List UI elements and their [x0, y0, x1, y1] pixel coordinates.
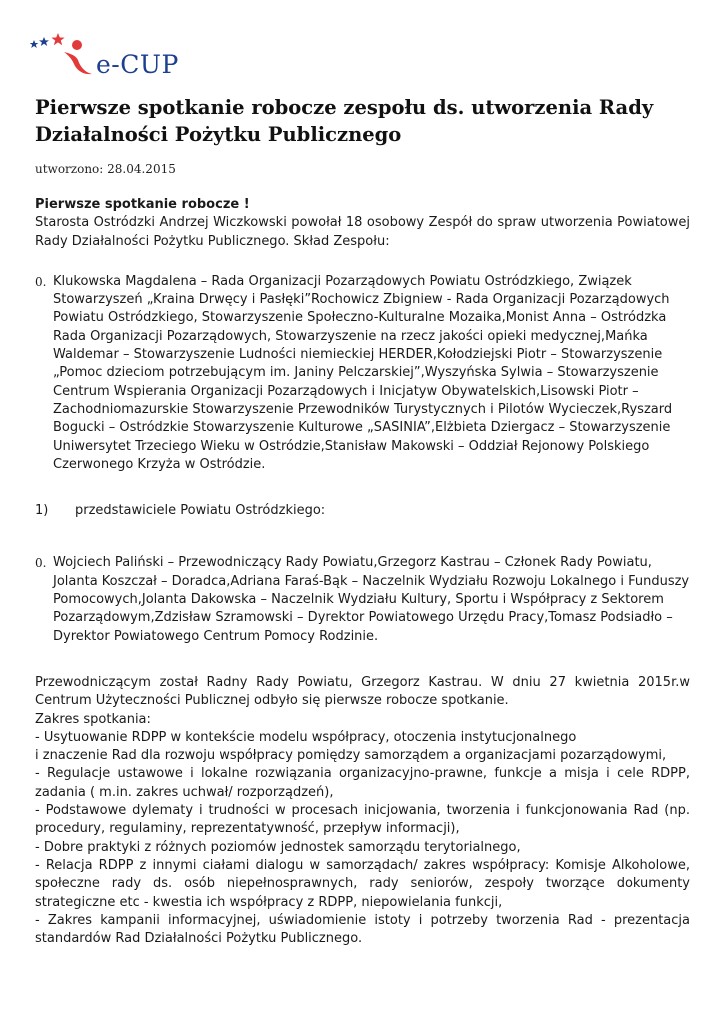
- team-members-text: Klukowska Magdalena – Rada Organizacji Pozarządowych Powiatu Ostródzkiego, Związek Stowarzyszeń „Kraina Drwęcy i Pasłęki”Rochowicz Zbigniew - Rada Organizacji Pozarządowych Powiatu Ostródzkiego, Stowarzyszenie Społeczno-Kulturalne Mozaika,Monist Anna – Ostródzka Rada Organizacji Pozarządowych, Stowarzyszenie na rzecz jakości opieki medycznej,Mańka Waldemar – Stowarzyszenie Ludności niemieckiej HERDER,Kołodziejski Piotr – Stowarzyszenie „Pomoc dzieciom potrzebującym im. Janiny Pelczarskiej”,Wyszyńska Sylwia – Stowarzyszenie Centrum Wspierania Organizacji Pozarządowych i Inicjatyw Obywatelskich,Lisowski Piotr – Zachodniomazurskie Stowarzyszenie Przewodników Turystycznych i Pilotów Wycieczek,Ryszard Bogucki – Ostródzkie Stowarzyszenie Kulturowe „SASINIA”,Elżbieta Dziergacz – Stowarzyszenie Uniwersytet Trzeciego Wieku w Ostródzie,Stanisław Makowski – Oddział Rejonowy Polskiego Czerwonego Krzyża w Ostródzie.: [53, 273, 673, 472]
- county-representatives-list: [35, 554, 690, 645]
- list-number: 0.: [35, 556, 47, 571]
- star-icon: [30, 40, 38, 48]
- star-icon: [39, 37, 49, 46]
- scope-item: - Relacja RDPP z innymi ciałami dialogu w samorządach/ zakres współpracy: Komisje Alkoholowe, społeczne rady ds. osób niepełnosprawnych, rady seniorów, zespoły tworzące dokumenty strategiczne etc - kwestia ich współpracy z RDPP, niepowielania funkcji,: [35, 857, 690, 910]
- scope-item: - Dobre praktyki z różnych poziomów jednostek samorządu terytorialnego,: [35, 839, 521, 855]
- article-body: [35, 196, 690, 948]
- ecup-logo-icon: [30, 28, 100, 84]
- scope-heading: Zakres spotkania:: [35, 711, 151, 727]
- logo-text: e-CUP: [96, 50, 179, 79]
- county-representatives-text: Wojciech Paliński – Przewodniczący Rady Powiatu,Grzegorz Kastrau – Członek Rady Powiatu, Jolanta Koszczał – Doradca,Adriana Faraś-Bąk – Naczelnik Wydziału Rozwoju Lokalnego i Funduszy Pomocowych,Jolanta Dakowska – Naczelnik Wydziału Kultury, Sportu i Współpracy z Sektorem Pozarządowym,Zdzisław Szramowski – Dyrektor Powiatowego Urzędu Pracy,Tomasz Podsiadło – Dyrektor Powiatowego Centrum Pomocy Rodzinie.: [53, 555, 690, 644]
- section-number: 1): [35, 503, 49, 519]
- created-date: utworzono: 28.04.2015: [35, 162, 176, 176]
- star-icon: [51, 33, 64, 45]
- section-label: przedstawiciele Powiatu Ostródzkiego:: [75, 503, 326, 519]
- figure-head-icon: [72, 40, 82, 50]
- scope-item: - Zakres kampanii informacyjnej, uświadomienie istoty i potrzeby tworzenia Rad - prezentacja standardów Rad Działalności Pożytku Publicznego.: [35, 912, 690, 947]
- team-members-list: [35, 273, 690, 474]
- section-heading-county: [35, 502, 690, 520]
- page-title: Pierwsze spotkanie robocze zespołu ds. utworzenia Rady Działalności Pożytku Publicznego: [35, 96, 654, 146]
- chair-text: Przewodniczącym został Radny Rady Powiatu, Grzegorz Kastrau. W dniu 27 kwietnia 2015r.w Centrum Użyteczności Publicznej odbyło się pierwsze robocze spotkanie.: [35, 674, 690, 709]
- ecup-logo: [30, 28, 190, 84]
- scope-item: - Regulacje ustawowe i lokalne rozwiązania organizacyjno-prawne, funkcje a misja i cele RDPP, zadania ( m.in. zakres uchwał/ rozporządzeń),: [35, 766, 690, 800]
- scope-item: i znaczenie Rad dla rozwoju współpracy pomiędzy samorządem a organizacjami pozarządowymi,: [35, 748, 667, 764]
- scope-item: - Usytuowanie RDPP w kontekście modelu współpracy, otoczenia instytucjonalnego: [35, 729, 577, 745]
- intro-heading: Pierwsze spotkanie robocze !: [35, 197, 250, 212]
- figure-body-icon: [64, 52, 92, 74]
- intro-text: Starosta Ostródzki Andrzej Wiczkowski powołał 18 osobowy Zespół do spraw utworzenia Powiatowej Rady Działalności Pożytku Publicznego. Skład Zespołu:: [35, 215, 690, 249]
- scope-item: - Podstawowe dylematy i trudności w procesach inicjowania, tworzenia i funkcjonowania Rad (np. procedury, regulaminy, reprezentatywność, przepływ informacji),: [35, 803, 690, 837]
- list-number: 0.: [35, 274, 47, 289]
